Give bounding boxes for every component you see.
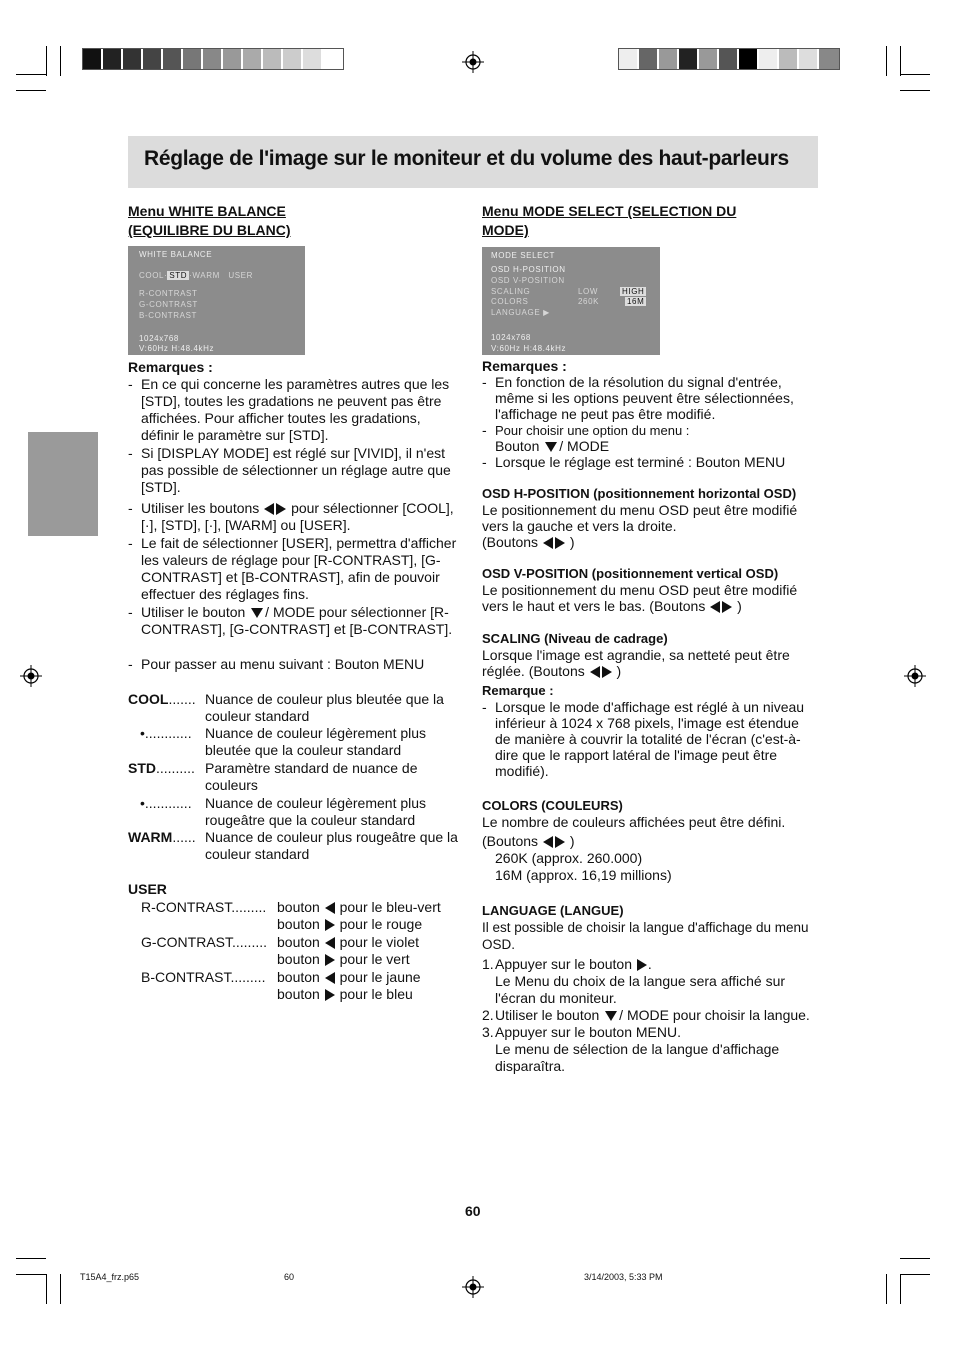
crop-mark [886,1274,887,1304]
title-banner [128,136,818,188]
crop-mark [900,1258,930,1259]
left-arrow-icon [590,666,600,678]
left-arrow-icon [710,601,720,613]
footer-date: 3/14/2003, 5:33 PM [584,1272,663,1282]
scaling-section: SCALING (Niveau de cadrage) Lorsque l'image est agrandie, sa netteté peut être réglée. (Boutons ) Remarque : - Lorsque le mode d'affichage est réglé à un niveau inférieur à 1024 x 768 pixels, l'image est étendue de manière à couvrir la totalité de l'écran (c'est-à-dire que le rapport latéral de l'image peut être modifié). [482,631,805,779]
down-arrow-icon [605,1011,617,1021]
right-arrow-icon [276,503,286,515]
crop-mark [900,74,930,75]
crop-mark [16,1258,46,1259]
crop-mark [900,1274,901,1304]
def-cool-step: •............ [140,725,192,741]
crop-mark [900,90,930,91]
osd-v-position-section: OSD V-POSITION (positionnement vertical OSD) Le positionnement du menu OSD peut être modifié vers le haut et vers le bas. (Boutons ) [482,566,798,614]
white-balance-heading: Menu WHITE BALANCE (EQUILIBRE DU BLANC) [128,203,291,238]
left-arrow-icon [543,836,553,848]
osd-h-position-section: OSD H-POSITION (positionnement horizontal OSD) Le positionnement du menu OSD peut être modifié vers la gauche et vers la droite. (Boutons ) [482,486,798,550]
right-arrow-icon [602,666,612,678]
crop-mark [16,1274,46,1275]
colors-section: COLORS (COULEURS) Le nombre de couleurs affichées peut être défini. (Boutons ) 260K (approx. 260.000) 16M (approx. 16,19 millions) [482,798,786,883]
crop-mark [900,46,901,76]
mode-select-heading: Menu MODE SELECT (SELECTION DU MODE) [482,203,737,238]
calibration-bar-left [82,48,344,70]
right-arrow-icon [555,836,565,848]
crop-mark [46,46,47,76]
crop-mark [886,46,887,76]
right-arrow-icon [325,919,335,931]
user-section: USER R-CONTRAST......... bouton pour le bleu-vert bouton pour le rouge G-CONTRAST......... bouton pour le violet bouton pour le vert B-CONTRAST......... bouton pour le jaune bouton pour le bleu [128,881,441,1002]
mode-select-remarks: Remarques : - En fonction de la résolution du signal d'entrée, même si les options peuvent être sélectionnées, l'affichage ne peut pas être modifié. - Pour choisir une option du menu : Bouton / MODE - Lorsque le réglage est terminé : Bouton MENU [482,358,794,470]
registration-target-icon [20,665,42,687]
left-arrow-icon [325,902,335,914]
right-arrow-icon [325,989,335,1001]
registration-target-icon [462,1276,484,1298]
def-std: STD.......... [128,760,195,776]
crop-mark [16,90,46,91]
left-arrow-icon [543,537,553,549]
page-title: Réglage de l'image sur le moniteur et du volume des haut-parleurs [144,147,789,170]
registration-target-icon [904,665,926,687]
registration-target-icon [462,51,484,73]
left-arrow-icon [325,972,335,984]
down-arrow-icon [545,442,557,452]
side-tab [28,432,98,536]
calibration-bar-right [618,48,840,70]
right-arrow-icon [325,954,335,966]
page-number: 60 [465,1203,481,1219]
white-balance-osd: WHITE BALANCE COOL· STD ·WARM USER R-CONTRAST G-CONTRAST B-CONTRAST 1024x768 V:60Hz H:48.4kHz [128,246,305,355]
left-arrow-icon [264,503,274,515]
crop-mark [60,1274,61,1304]
right-arrow-icon [637,959,647,971]
mode-select-osd: MODE SELECT OSD H-POSITION OSD V-POSITION SCALING LOW HIGH COLORS 260K 16M LANGUAGE ▶ 1024x768 V:60Hz H:48.4kHz [482,247,660,355]
footer-page: 60 [284,1272,295,1282]
crop-mark [900,1274,930,1275]
def-warm-step: •............ [140,795,192,811]
language-section: LANGUAGE (LANGUE) Il est possible de choisir la langue d'affichage du menu OSD. 1. Appuyer sur le bouton . Le Menu du choix de la langue sera affiché sur l'écran du moniteur. 2. Utiliser le bouton / MODE pour choisir la langue. 3. Appuyer sur le bouton MENU. Le menu de sélection de la langue d'affichage disparaîtra. [482,903,810,1074]
crop-mark [16,74,46,75]
down-arrow-icon [251,608,263,618]
left-arrow-icon [325,937,335,949]
def-warm: WARM...... [128,829,196,845]
footer-file: T15A4_frz.p65 [80,1272,140,1282]
right-arrow-icon [722,601,732,613]
white-balance-remarks: Remarques : - En ce qui concerne les paramètres autres que les [STD], toutes les gradations ne peuvent pas être affichées. Pour afficher toutes les gradations, définir le paramètre sur [STD]. - Si [DISPLAY MODE] est réglé sur [VIVID], il n'est pas possible de sélectionner un réglage autre que [STD]. - Utiliser les boutons pour sélectionner [COOL], [·], [STD], [·], [WARM] ou [USER]. - Le fait de sélectionner [USER], permettra d'afficher les valeurs de réglage pour [R-CONTRAST], [G-CONTRAST] et [B-CONTRAST], afin de pouvoir effectuer des réglages fins. - Utiliser le bouton / MODE pour sélectionner [R-CONTRAST], [G-CONTRAST] et [B-CONTRAST]. - Pour passer au menu suivant : Bouton MENU [128,359,457,672]
crop-mark [46,1274,47,1304]
right-arrow-icon [555,537,565,549]
def-cool: COOL....... [128,691,196,707]
crop-mark [60,46,61,76]
